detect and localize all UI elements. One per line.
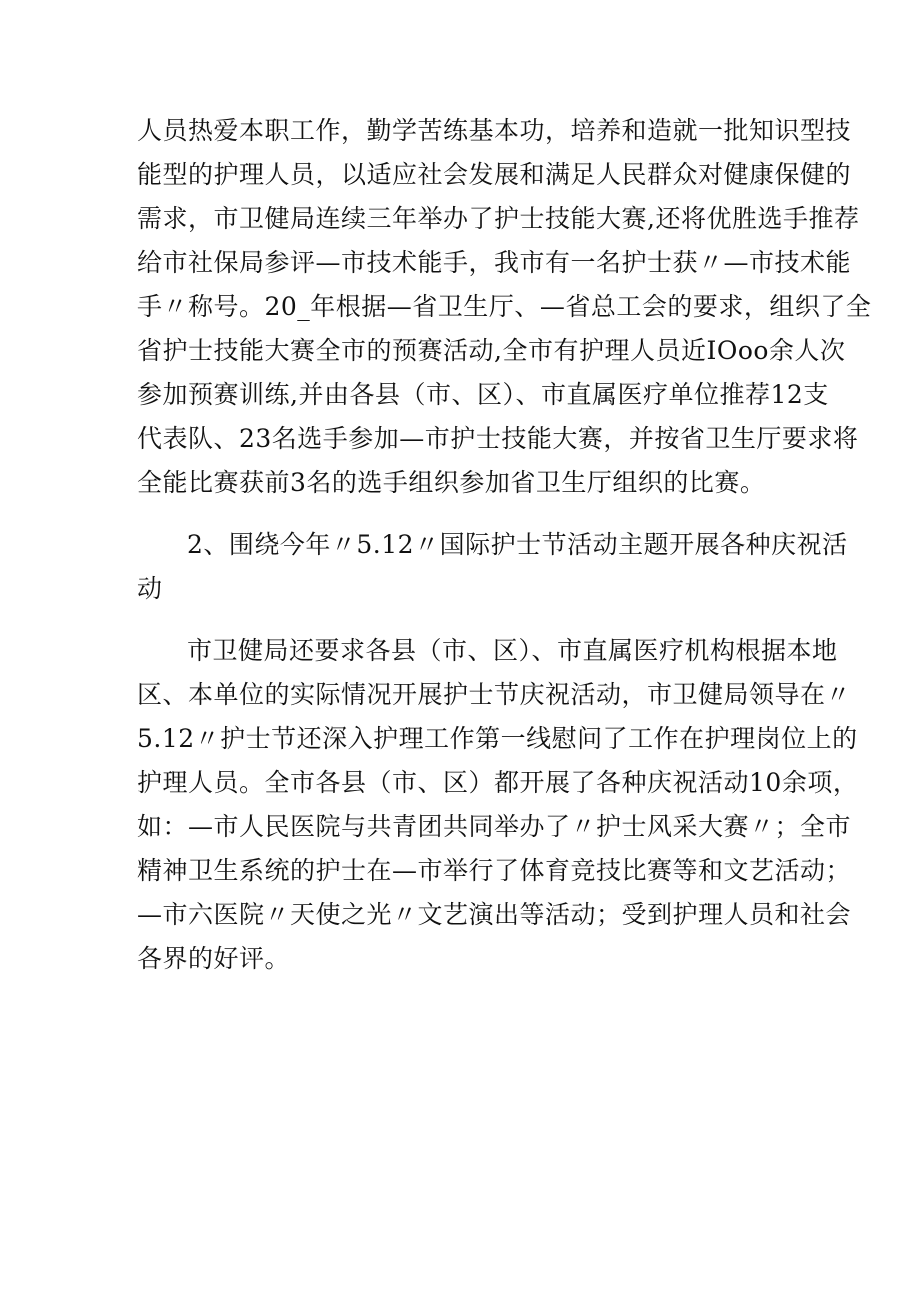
text-line: 给市社保局参评—市技术能手，我市有一名护士获〃—市技术能 [137, 248, 852, 277]
paragraph-spacer [137, 505, 797, 523]
text-line: 市卫健局还要求各县（市、区）、市直属医疗机构根据本地 [187, 636, 838, 665]
paragraph-celebration-activities [137, 629, 859, 981]
text-line: 如：—市人民医院与共青团共同举办了〃护士风采大赛〃；全市 [137, 812, 852, 841]
text-line: 代表队、23名选手参加—市护士技能大赛，并按省卫生厅要求将 [137, 424, 859, 453]
text-line: 5.12〃护士节还深入护理工作第一线慰问了工作在护理岗位上的 [137, 724, 858, 753]
text-line: 手〃称号。20_年根据—省卫生厅、—省总工会的要求，组织了全 [137, 292, 872, 321]
text-line: 各界的好评。 [137, 944, 291, 973]
document-body [137, 109, 872, 981]
text-line: 护理人员。全市各县（市、区）都开展了各种庆祝活动10余项， [137, 768, 859, 797]
text-line: 人员热爱本职工作，勤学苦练基本功，培养和造就一批知识型技 [137, 116, 852, 145]
text-line: 精神卫生系统的护士在—市举行了体育竞技比赛等和文艺活动； [137, 856, 852, 885]
heading-line: 动 [137, 574, 163, 603]
text-line: 全能比赛获前3名的选手组织参加省卫生厅组织的比赛。 [137, 468, 766, 497]
paragraph-spacer [137, 611, 797, 629]
text-line: 能型的护理人员，以适应社会发展和满足人民群众对健康保健的 [137, 160, 852, 189]
paragraph-skills-competition [137, 109, 872, 505]
text-line: 需求，市卫健局连续三年举办了护士技能大赛,还将优胜选手推荐 [137, 204, 860, 233]
section-heading-nurses-day [137, 523, 848, 611]
text-line: —市六医院〃天使之光〃文艺演出等活动；受到护理人员和社会 [137, 900, 852, 929]
heading-line: 2、围绕今年〃5.12〃国际护士节活动主题开展各种庆祝活 [187, 530, 848, 559]
text-line: 省护士技能大赛全市的预赛活动,全市有护理人员近IOoo余人次 [137, 336, 846, 365]
text-line: 参加预赛训练,并由各县（市、区）、市直属医疗单位推荐12支 [137, 380, 829, 409]
text-line: 区、本单位的实际情况开展护士节庆祝活动，市卫健局领导在〃 [137, 680, 852, 709]
